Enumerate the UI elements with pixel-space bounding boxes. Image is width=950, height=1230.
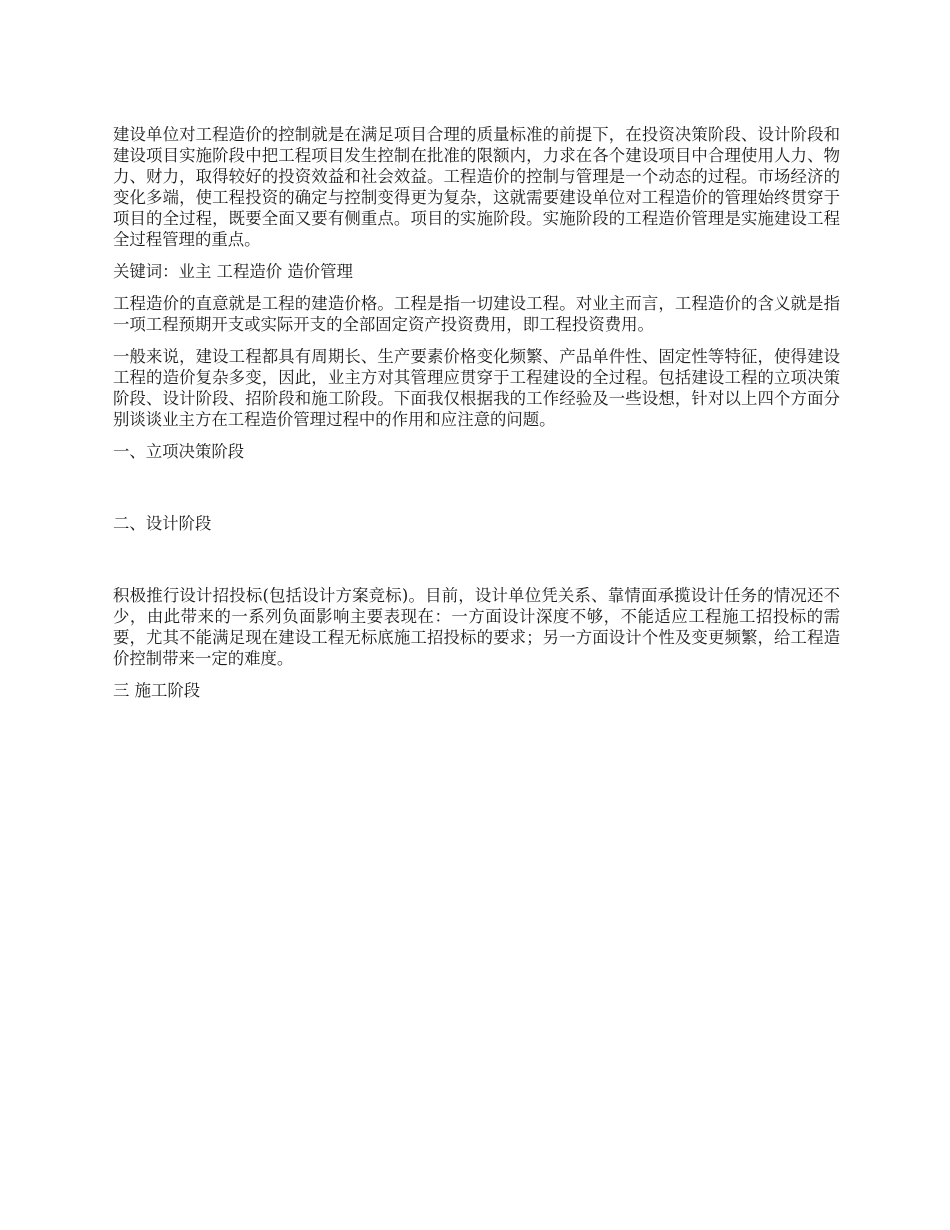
keywords-line: 关键词：业主 工程造价 造价管理 <box>113 262 353 281</box>
design-paragraph: 积极推行设计招投标(包括设计方案竞标)。目前，设计单位凭关系、靠情面承揽设计任务的情况还不少，由此带来的一系列负面影响主要表现在：一方面设计深度不够，不能适应工程施工招投标的需要，尤其不能满足现在建设工程无标底施工招投标的要求；另一方面设计个性及变更频繁，给工程造价控制带来一定的难度。 <box>113 586 840 668</box>
overview-paragraph: 一般来说，建设工程都具有周期长、生产要素价格变化频繁、产品单件性、固定性等特征，使得建设工程的造价复杂多变，因此，业主方对其管理应贯穿于工程建设的全过程。包括建设工程的立项决策阶段、设计阶段、招阶段和施工阶段。下面我仅根据我的工作经验及一些设想，针对以上四个方面分别谈谈业主方在工程造价管理过程中的作用和应注意的问题。 <box>113 347 840 429</box>
section-heading-decision: 一、立项决策阶段 <box>113 442 245 461</box>
document-page <box>113 124 840 701</box>
definition-paragraph: 工程造价的直意就是工程的建造价格。工程是指一切建设工程。对业主而言，工程造价的含义就是指一项工程预期开支或实际开支的全部固定资产投资费用，即工程投资费用。 <box>113 294 840 334</box>
section-heading-construction: 三 施工阶段 <box>113 681 201 700</box>
intro-paragraph: 建设单位对工程造价的控制就是在满足项目合理的质量标准的前提下，在投资决策阶段、设计阶段和建设项目实施阶段中把工程项目发生控制在批准的限额内，力求在各个建设项目中合理使用人力、物力、财力，取得较好的投资效益和社会效益。工程造价的控制与管理是一个动态的过程。市场经济的变化多端，使工程投资的确定与控制变得更为复杂，这就需要建设单位对工程造价的管理始终贯穿于项目的全过程，既要全面又要有侧重点。项目的实施阶段。实施阶段的工程造价管理是实施建设工程全过程管理的重点。 <box>113 125 840 249</box>
section-heading-design: 二、设计阶段 <box>113 514 212 533</box>
